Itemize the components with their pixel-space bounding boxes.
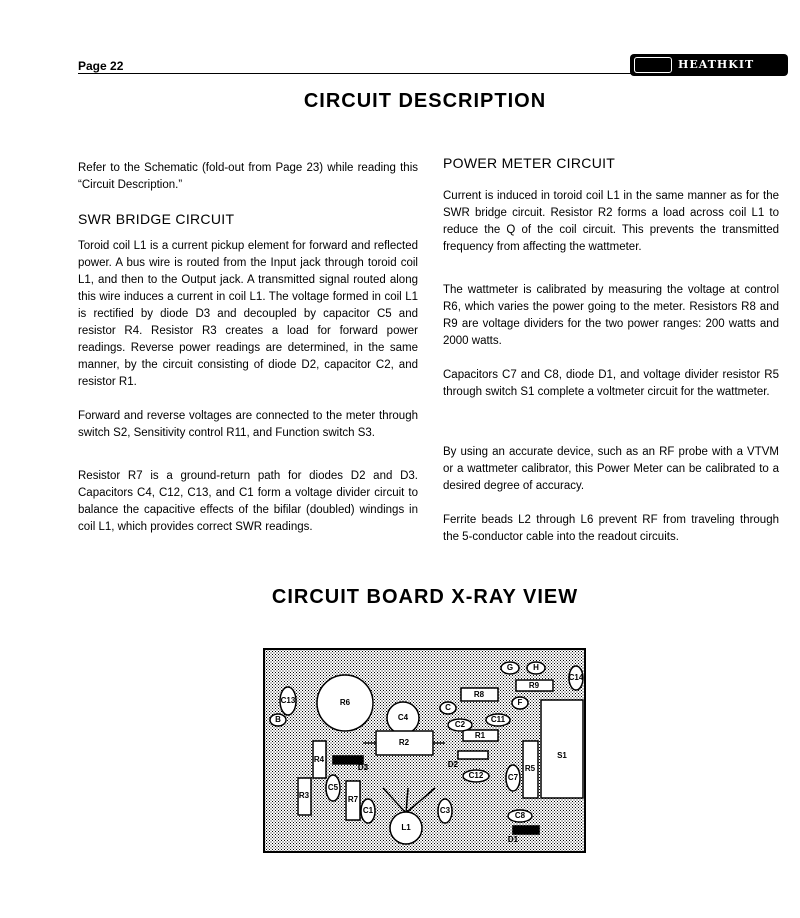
label-r2: R2 (398, 738, 410, 748)
paragraph: Resistor R7 is a ground-return path for diodes D2 and D3. Capacitors C4, C12, C13, and C1 form a voltage divider circuit to balance the capacitive effects of the bifilar (doubled) windings in coil L1, which provides correct SWR readings. (78, 470, 418, 533)
label-r3: R3 (298, 791, 310, 801)
label-l1: L1 (401, 823, 411, 833)
label-c3: C3 (439, 806, 451, 816)
label-c4: C4 (397, 713, 409, 723)
label-r7: R7 (347, 795, 359, 805)
label-r8: R8 (473, 690, 485, 700)
label-c7: C7 (507, 773, 519, 783)
logo-text: HEATHKIT (678, 58, 755, 71)
label-d2: D2 (447, 760, 459, 770)
paragraph: Capacitors C7 and C8, diode D1, and voltage divider resistor R5 through switch S1 complete a voltmeter circuit for the wattmeter. (443, 369, 779, 398)
label-r4: R4 (313, 755, 325, 765)
swr-bridge-heading: SWR BRIDGE CIRCUIT (78, 211, 235, 227)
logo-emblem-icon (634, 57, 672, 73)
left-column (78, 160, 418, 553)
label-c: C (445, 703, 451, 713)
header-rule (78, 73, 638, 74)
label-f: F (517, 698, 523, 708)
label-c8: C8 (514, 811, 526, 821)
label-g: G (506, 663, 514, 673)
label-r9: R9 (528, 681, 540, 691)
label-c13: C13 (280, 696, 296, 706)
label-r6: R6 (339, 698, 351, 708)
page-number: Page 22 (78, 59, 124, 73)
label-d3: D3 (357, 763, 369, 773)
figure-title: CIRCUIT BOARD X-RAY VIEW (271, 586, 579, 608)
circuit-board-xray (263, 648, 587, 854)
label-c11: C11 (490, 715, 506, 725)
label-c1: C1 (362, 806, 374, 816)
right-column (443, 155, 779, 563)
power-meter-heading: POWER METER CIRCUIT (443, 155, 616, 171)
paragraph: Current is induced in toroid coil L1 in the same manner as for the SWR bridge circuit. Resistor R2 forms a load across coil L1 to reduce the Q of the coil circuit. This prevents the transmitted frequency from affecting the wattmeter. (443, 190, 779, 253)
label-b: B (275, 715, 281, 725)
page-title: CIRCUIT DESCRIPTION (303, 90, 547, 112)
label-c14: C14 (568, 673, 584, 683)
paragraph: Ferrite beads L2 through L6 prevent RF from traveling through the 5-conductor cable into the readout circuits. (443, 514, 779, 543)
label-r1: R1 (474, 731, 486, 741)
heathkit-logo (630, 54, 788, 76)
label-r5: R5 (524, 764, 536, 774)
label-c5: C5 (327, 783, 339, 793)
paragraph: By using an accurate device, such as an RF probe with a VTVM or a wattmeter calibrator, this Power Meter can be calibrated to a desired degree of accuracy. (443, 446, 779, 492)
label-s1: S1 (557, 751, 567, 761)
intro-paragraph: Refer to the Schematic (fold-out from Page 23) while reading this “Circuit Description.” (78, 162, 418, 191)
label-h: H (533, 663, 539, 673)
paragraph: Toroid coil L1 is a current pickup element for forward and reflected power. A bus wire is routed from the Input jack through toroid coil L1, and then to the Output jack. A transmitted signal routed along this wire induces a current in coil L1. The voltage formed in coil L1 is rectified by diode D3 and decoupled by capacitor C5 and resistor R4. Resistor R3 creates a load for forward power readings. Reverse power readings are determined, in the same manner, by the circuit consisting of diode D2, capacitor C2, and resistor R1. (78, 240, 418, 388)
label-c12: C12 (468, 771, 484, 781)
paragraph: Forward and reverse voltages are connected to the meter through switch S2, Sensitivity control R11, and Function switch S3. (78, 410, 418, 439)
label-d1: D1 (507, 835, 519, 845)
paragraph: The wattmeter is calibrated by measuring the voltage at control R6, which varies the power going to the meter. Resistors R8 and R9 are voltage dividers for the two power ranges: 200 watts and 2000 watts. (443, 284, 779, 347)
label-c2: C2 (454, 720, 466, 730)
